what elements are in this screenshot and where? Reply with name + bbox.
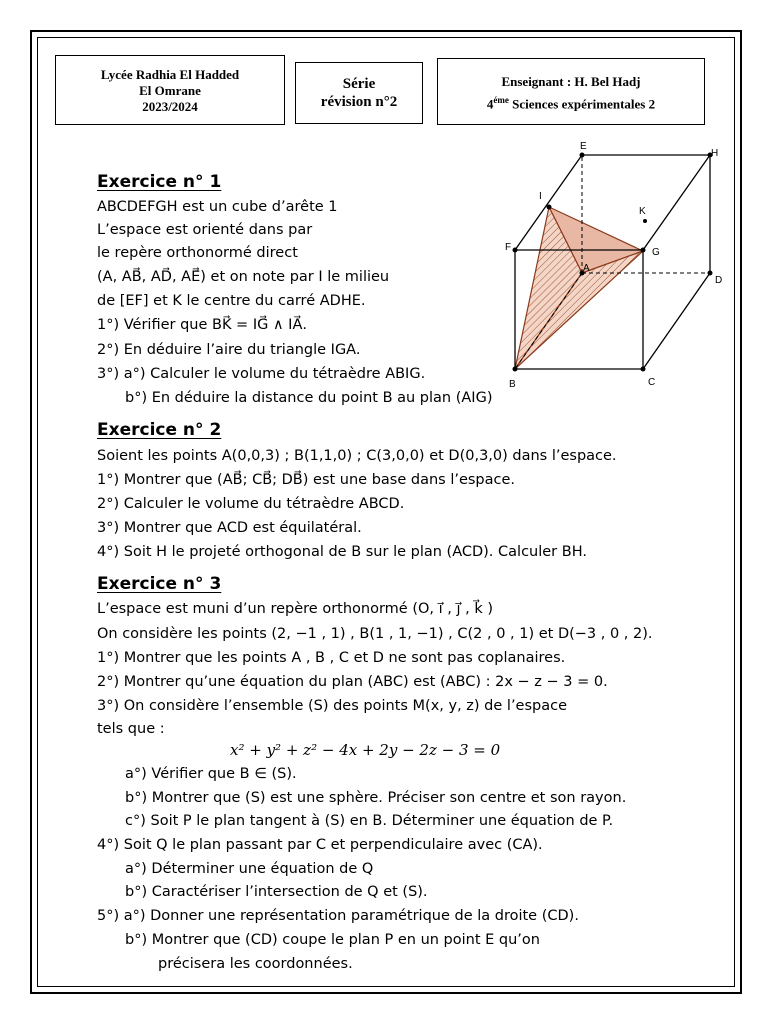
ex3-question-3b: b°) Montrer que (S) est une sphère. Préciser son centre et son rayon. [125, 790, 627, 806]
label-D: D [715, 275, 723, 286]
ex3-question-5b: b°) Montrer que (CD) coupe le plan P en un point E qu’on [125, 932, 540, 948]
label-F: F [505, 242, 512, 253]
school-year: 2023/2024 [142, 99, 198, 114]
ex2-question-4: 4°) Soit H le projeté orthogonal de B sur le plan (ACD). Calculer BH. [97, 544, 587, 560]
ex1-line: L’espace est orienté dans par [97, 222, 313, 238]
label-B: B [509, 379, 516, 390]
label-A: A [583, 263, 590, 274]
label-G: G [652, 247, 660, 258]
ex3-title: Exercice n° 3 [97, 574, 222, 594]
ex1-title: Exercice n° 1 [97, 172, 222, 192]
header-school-box [55, 55, 285, 125]
teacher-name: Enseignant : H. Bel Hadj [501, 74, 641, 89]
school-town: El Omrane [139, 83, 201, 98]
header-teacher-box [437, 58, 705, 125]
ex2-line: Soient les points A(0,0,3) ; B(1,1,0) ; C(3,0,0) et D(0,3,0) dans l’espace. [97, 448, 617, 464]
class-name: $4^{éme}$ Sciences expérimentales 2 [486, 95, 656, 112]
ex3-question-4: 4°) Soit Q le plan passant par C et perpendiculaire avec (CA). [97, 837, 543, 853]
ex1-question-3b: b°) En déduire la distance du point B au plan (AIG) [125, 390, 493, 406]
ex3-question-4b: b°) Caractériser l’intersection de Q et (S). [125, 884, 428, 900]
ex3-line: On considère les points (2, −1 , 1) , B(1 , 1, −1) , C(2 , 0 , 1) et D(−3 , 0 , 2). [97, 626, 653, 642]
serie-label: Série [342, 76, 376, 92]
ex1-question-3a: 3°) a°) Calculer le volume du tétraèdre ABIG. [97, 366, 426, 382]
ex3-question-5b-cont: précisera les coordonnées. [158, 956, 353, 972]
ex3-line: L’espace est muni d’un repère orthonormé (O, i⃗ , j⃗ , k⃗ ) [97, 601, 493, 617]
school-name: Lycée Radhia El Hadded [100, 67, 240, 82]
label-E: E [580, 141, 587, 152]
ex3-question-3c: c°) Soit P le plan tangent à (S) en B. Déterminer une équation de P. [125, 813, 614, 829]
ex2-question-2: 2°) Calculer le volume du tétraèdre ABCD. [97, 496, 405, 512]
ex1-line: de [EF] et K le centre du carré ADHE. [97, 293, 366, 309]
ex2-question-1: 1°) Montrer que (AB⃗; CB⃗; DB⃗) est une base dans l’espace. [97, 472, 516, 488]
ex1-question-2: 2°) En déduire l’aire du triangle IGA. [97, 342, 361, 358]
ex1-line: le repère orthonormé direct [97, 245, 298, 261]
ex1-question-1: 1°) Vérifier que BK⃗ = IG⃗ ∧ IA⃗. [97, 317, 307, 333]
ex2-title: Exercice n° 2 [97, 420, 222, 440]
label-C: C [648, 377, 656, 388]
header-serie-box [295, 62, 423, 124]
serie-number: révision n°2 [320, 94, 398, 110]
cube-figure [495, 135, 740, 395]
ex3-line: tels que : [97, 721, 165, 737]
label-H: H [711, 148, 719, 159]
label-I: I [539, 191, 542, 202]
ex1-line: ABCDEFGH est un cube d’arête 1 [97, 199, 338, 215]
ex3-question-2: 2°) Montrer qu’une équation du plan (ABC) est (ABC) : 2x − z − 3 = 0. [97, 674, 608, 690]
label-K: K [639, 206, 646, 217]
ex3-question-5a: 5°) a°) Donner une représentation paramétrique de la droite (CD). [97, 908, 579, 924]
ex2-question-3: 3°) Montrer que ACD est équilatéral. [97, 520, 362, 536]
ex3-question-3: 3°) On considère l’ensemble (S) des points M(x, y, z) de l’espace [97, 698, 568, 714]
ex3-equation: x² + y² + z² − 4x + 2y − 2z − 3 = 0 [230, 741, 501, 759]
ex3-question-1: 1°) Montrer que les points A , B , C et D ne sont pas coplanaires. [97, 650, 566, 666]
ex3-question-3a: a°) Vérifier que B ∈ (S). [125, 766, 297, 782]
ex3-question-4a: a°) Déterminer une équation de Q [125, 861, 374, 877]
ex1-line: (A, AB⃗, AD⃗, AE⃗) et on note par I le milieu [97, 269, 390, 285]
